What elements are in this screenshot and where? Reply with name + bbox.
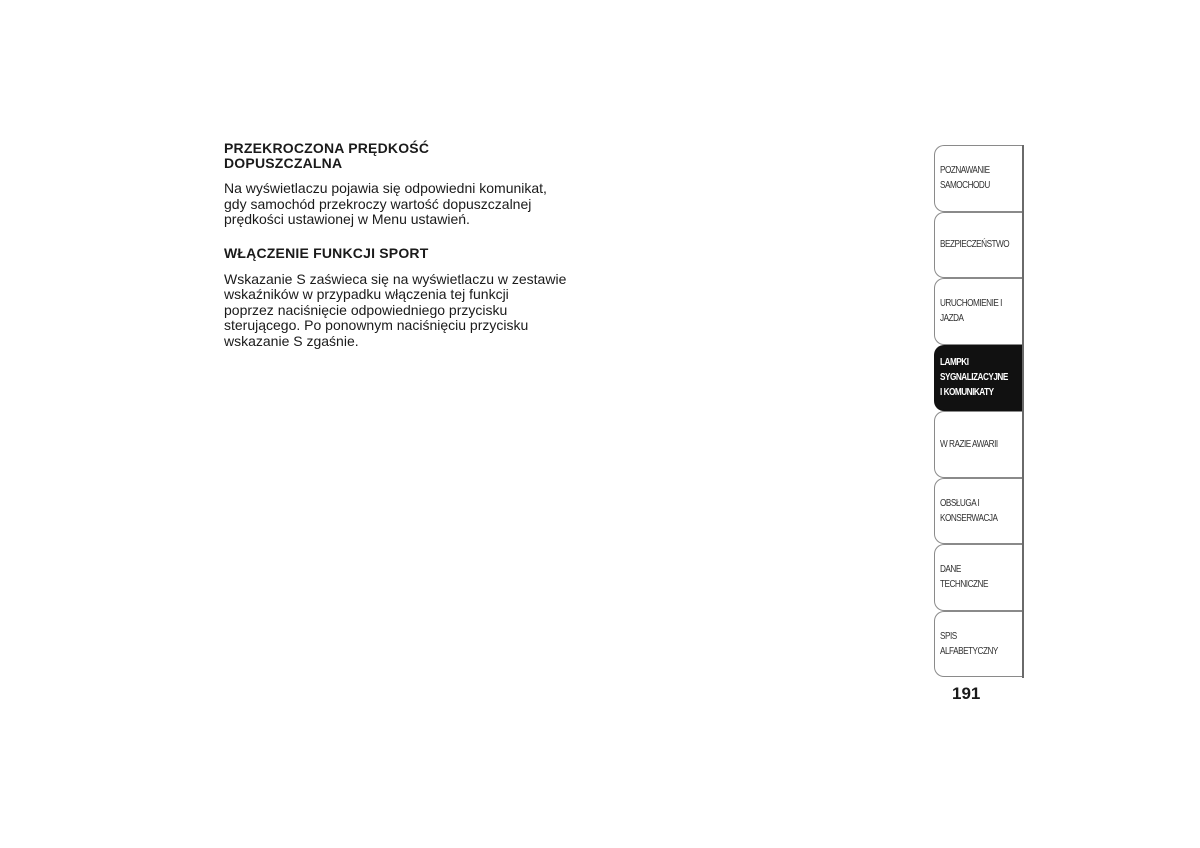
tab-bezpieczenstwo[interactable] <box>934 212 1024 279</box>
tab-lampki-sygnalizacyjne[interactable] <box>934 345 1024 412</box>
tab-label: BEZPIECZEŃSTWO <box>940 239 1010 251</box>
tab-label: URUCHOMIENIE I JAZDA <box>940 298 1002 325</box>
tab-uruchomienie-jazda[interactable] <box>934 278 1024 345</box>
tab-label: OBSŁUGA I KONSERWACJA <box>940 497 998 524</box>
page-number: 191 <box>952 684 981 703</box>
section-heading-sport: WŁĄCZENIE FUNKCJI SPORT <box>224 244 429 261</box>
tab-poznawanie-samochodu[interactable] <box>934 145 1024 212</box>
tab-spis-alfabetyczny[interactable] <box>934 611 1024 678</box>
tab-edge-line <box>1022 145 1024 678</box>
section-heading-speed: PRZEKROCZONA PRĘDKOŚĆ DOPUSZCZALNA <box>224 140 430 171</box>
tab-dane-techniczne[interactable] <box>934 544 1024 611</box>
section-text-sport: Wskazanie S zaświeca się na wyświetlaczu w zestawie wskaźników w przypadku włączenia tej funkcji poprzez naciśnięcie odpowiedniego przycisku sterującego. Po ponownym naciśnięciu przycisku wskazanie S zgaśnie. <box>224 270 567 349</box>
tab-w-razie-awarii[interactable] <box>934 411 1024 478</box>
page-content <box>224 141 584 349</box>
tab-label: POZNAWANIE SAMOCHODU <box>940 165 990 192</box>
tab-obsluga-konserwacja[interactable] <box>934 478 1024 545</box>
tab-label: W RAZIE AWARII <box>940 438 998 450</box>
chapter-tabs <box>934 145 1024 677</box>
tab-label: DANE TECHNICZNE <box>940 564 988 591</box>
tab-label: SPIS ALFABETYCZNY <box>940 630 998 657</box>
tab-label: LAMPKI SYGNALIZACYJNE I KOMUNIKATY <box>940 357 1008 399</box>
section-text-speed: Na wyświetlaczu pojawia się odpowiedni komunikat, gdy samochód przekroczy wartość dopuszczalnej prędkości ustawionej w Menu ustawień. <box>224 180 547 227</box>
